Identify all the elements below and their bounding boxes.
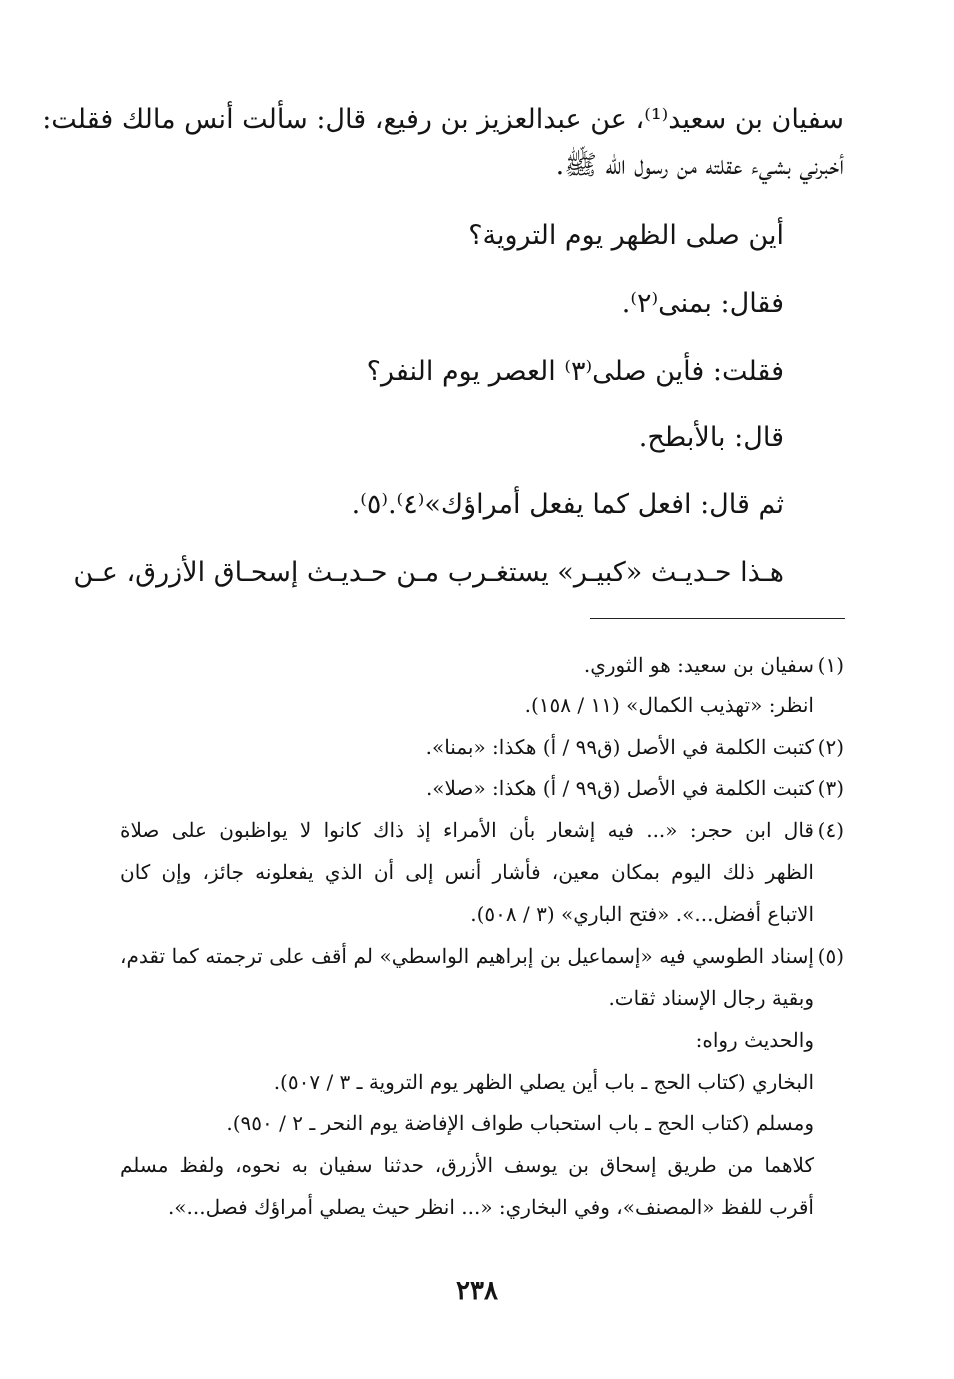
footnote-1-line-1: سفيان بن سعيد: هو الثوري. bbox=[583, 653, 814, 677]
footnote-divider bbox=[590, 618, 845, 619]
main-line-7: ثم قال: افعل كما يفعل أمراؤك»⁽٤⁾.⁽٥⁾. bbox=[351, 489, 784, 520]
main-line-1: سفيان بن سعيد⁽¹⁾، عن عبدالعزيز بن رفيع، قال: سألت أنس مالك فقلت: bbox=[42, 104, 844, 135]
footnote-2-line-1: كتبت الكلمة في الأصل (ق٩٩ / أ) هكذا: «بمنا». bbox=[425, 735, 814, 759]
footnote-4-line-1: قال ابن حجر: «... فيه إشعار بأن الأمراء إذ ذاك كانوا لا يواظبون على صلاة bbox=[120, 818, 814, 842]
footnote-5-line-2: وبقية رجال الإسناد ثقات. bbox=[608, 986, 814, 1010]
footnote-4-line-2: الظهر ذلك اليوم بمكان معين، فأشار أنس إلى أن الذي يفعلونه جائز، وإن كان bbox=[120, 860, 814, 884]
footnote-3-number: (٣) bbox=[817, 776, 844, 800]
footnote-4-number: (٤) bbox=[817, 818, 844, 842]
main-line-6: قال: بالأبطح. bbox=[638, 422, 784, 453]
footnote-5-line-7: أقرب للفظ «المصنف»، وفي البخاري: «... انظر حيث يصلي أمراؤك فصل...». bbox=[167, 1195, 814, 1219]
main-line-5: فقلت: فأين صلى⁽٣⁾ العصر يوم النفر؟ bbox=[366, 356, 784, 387]
main-line-8: هـذا حـديـث «كبيـر» يستغـرب مـن حـديـث إسحـاق الأزرق، عـن bbox=[73, 557, 784, 588]
footnote-2-number: (٢) bbox=[817, 735, 844, 759]
footnote-5-line-6: كلاهما من طريق إسحاق بن يوسف الأزرق، حدثنا سفيان به نحوه، ولفظ مسلم bbox=[120, 1153, 814, 1177]
footnote-5-line-3: والحديث رواه: bbox=[695, 1028, 814, 1052]
footnote-5-line-5: ومسلم (كتاب الحج ـ باب استحباب طواف الإفاضة يوم النحر ـ ٢ / ٩٥٠). bbox=[226, 1111, 814, 1135]
footnote-3-line-1: كتبت الكلمة في الأصل (ق٩٩ / أ) هكذا: «صلا». bbox=[425, 776, 814, 800]
footnote-5-number: (٥) bbox=[817, 944, 844, 968]
page-number: ٢٣٨ bbox=[456, 1276, 498, 1306]
footnote-4-line-3: الاتباع أفضل...». «فتح الباري» (٣ / ٥٠٨). bbox=[470, 902, 814, 926]
main-line-3: أين صلى الظهر يوم التروية؟ bbox=[468, 220, 784, 251]
main-line-4: فقال: بمنى⁽٢⁾. bbox=[621, 288, 784, 319]
footnote-5-line-4: البخاري (كتاب الحج ـ باب أين يصلي الظهر يوم التروية ـ ٣ / ٥٠٧). bbox=[273, 1070, 814, 1094]
footnote-5-line-1: إسناد الطوسي فيه «إسماعيل بن إبراهيم الواسطي» لم أقف على ترجمته كما تقدم، bbox=[120, 944, 814, 968]
footnote-1-number: (١) bbox=[817, 653, 844, 677]
footnote-1-line-2: انظر: «تهذيب الكمال» (١١ / ١٥٨). bbox=[524, 693, 814, 717]
main-line-2: أخبرني بشيء عقلته من رسول الله ﷺ. bbox=[555, 150, 844, 181]
